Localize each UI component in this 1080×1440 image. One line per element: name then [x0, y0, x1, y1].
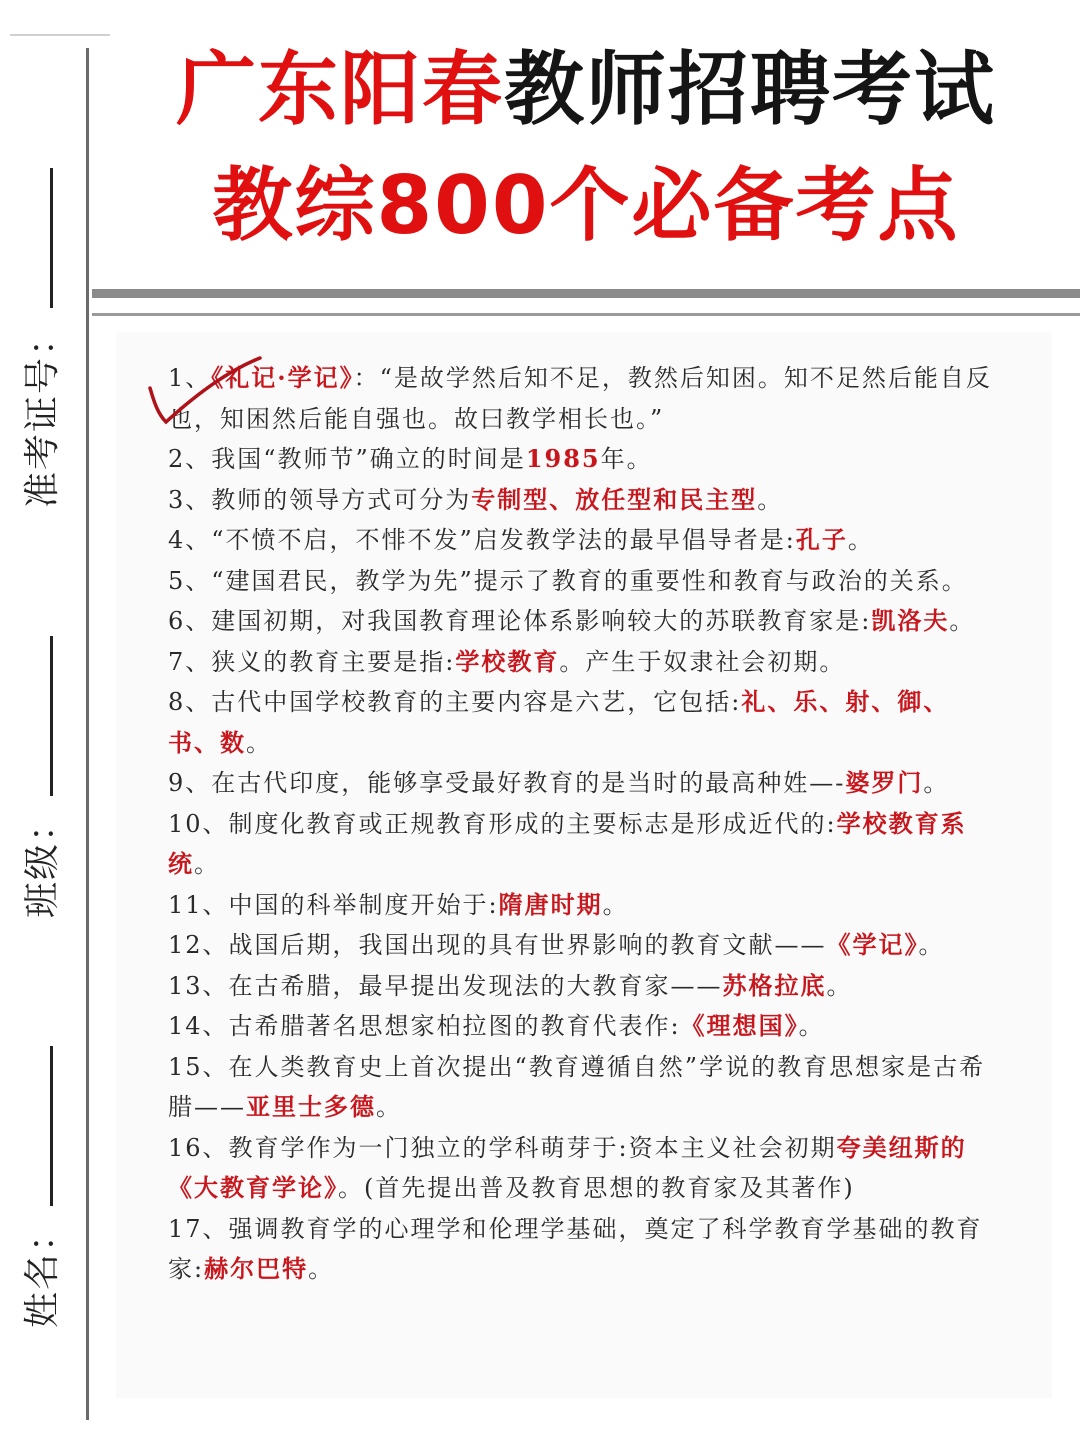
title-region: 广东阳春 [176, 43, 504, 136]
sidebar-divider [86, 48, 89, 1420]
list-item: 3、教师的领导方式可分为专制型、放任型和民主型。 [168, 484, 784, 514]
title-exam: 教师招聘考试 [504, 43, 996, 136]
list-item: 1、《礼记·学记》：“是故学然后知不足，教然后知困。知不足然后能自反也，知困然后能自强也。故曰教学相长也。” [168, 363, 992, 433]
list-item: 4、“不愤不启，不悱不发”启发教学法的最早倡导者是:孔子。 [168, 525, 874, 554]
page-header [92, 0, 1080, 290]
exam-info-sidebar [0, 0, 88, 1440]
class-line [50, 636, 53, 796]
page-title [92, 40, 1080, 140]
list-item: 5、“建国君民，教学为先”提示了教育的重要性和教育与政治的关系。 [168, 566, 968, 595]
page-subtitle: 教综800个必备考点 [212, 159, 960, 252]
name-label: 姓名： [22, 1213, 63, 1328]
list-item: 15、在人类教育史上首次提出“教育遵循自然”学说的教育思想家是古希腊——亚里士多德。 [168, 1052, 986, 1121]
list-item: 14、古希腊著名思想家柏拉图的教育代表作:《理想国》。 [168, 1011, 825, 1040]
name-line [50, 1046, 53, 1206]
list-item: 2、我国“教师节”确立的时间是1985年。 [168, 444, 653, 473]
list-item: 17、强调教育学的心理学和伦理学基础，奠定了科学教育学基础的教育家:赫尔巴特。 [168, 1214, 983, 1283]
list-item: 7、狭义的教育主要是指:学校教育。产生于奴隶社会初期。 [168, 646, 846, 676]
exam-number-label: 准考证号： [22, 317, 63, 508]
header-divider-thick [92, 289, 1080, 298]
list-item: 10、制度化教育或正规教育形成的主要标志是形成近代的:学校教育系统。 [168, 808, 967, 878]
list-item: 13、在古希腊，最早提出发现法的大教育家——苏格拉底。 [168, 970, 853, 1000]
checkmark-icon [140, 350, 270, 430]
list-item: 8、古代中国学校教育的主要内容是六艺，它包括:礼、乐、射、御、书、数。 [168, 687, 950, 757]
list-item: 9、在古代印度，能够享受最好教育的是当时的最高种姓—-婆罗门。 [168, 768, 950, 797]
key-points-list [168, 358, 998, 1290]
list-item: 12、战国后期，我国出现的具有世界影响的教育文献——《学记》。 [168, 930, 945, 959]
list-item: 16、教育学作为一门独立的学科萌芽于:资本主义社会初期夸美纽斯的《大教育学论》。(首先提出普及教育思想的教育家及其著作) [168, 1132, 967, 1202]
exam-number-line [50, 168, 53, 308]
list-item: 11、中国的科举制度开始于:隋唐时期。 [168, 889, 629, 919]
list-item: 6、建国初期，对我国教育理论体系影响较大的苏联教育家是:凯洛夫。 [168, 606, 976, 635]
header-divider-thin [92, 313, 1080, 316]
class-label: 班级： [22, 803, 63, 918]
